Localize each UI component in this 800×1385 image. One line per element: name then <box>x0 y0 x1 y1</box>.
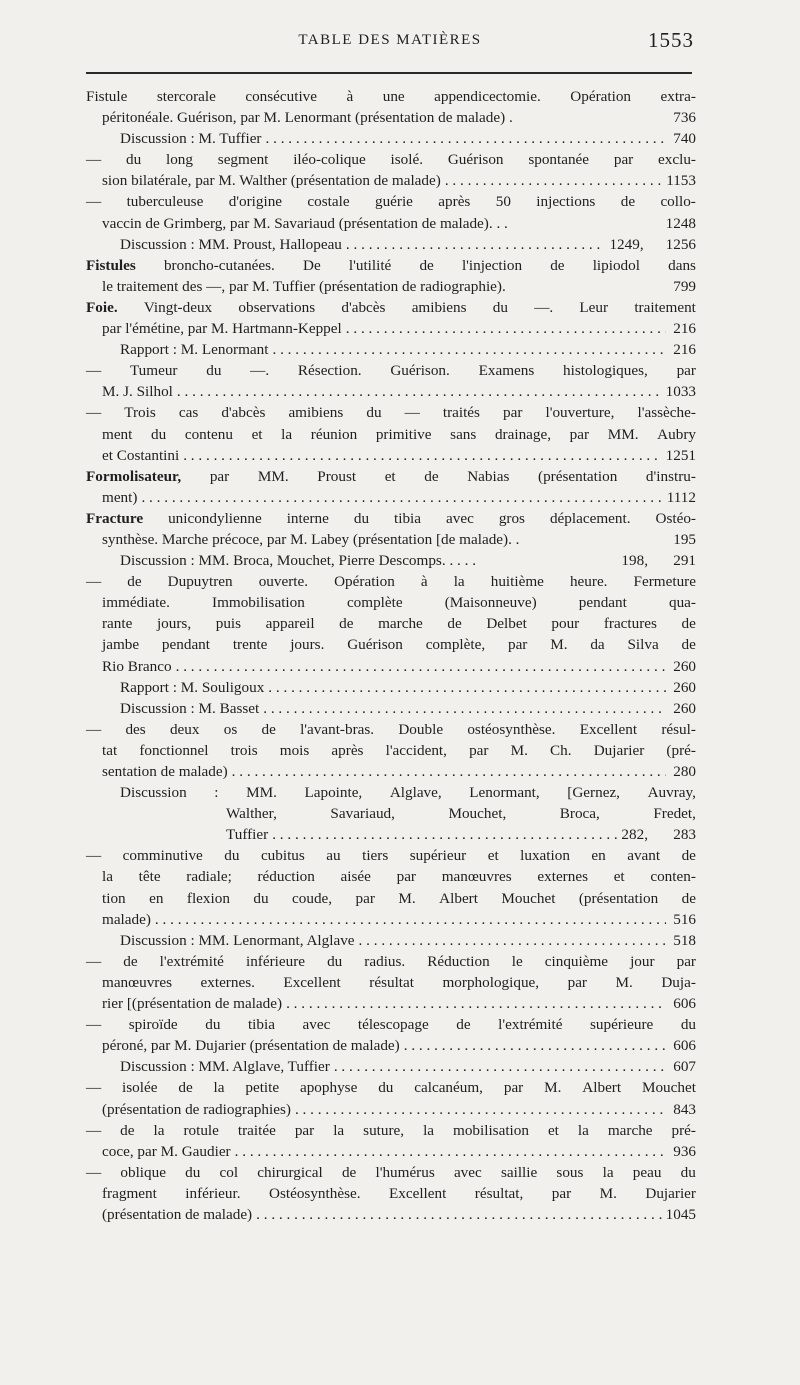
page-ref: 216 <box>673 341 696 359</box>
index-line <box>86 719 696 740</box>
page-refs <box>609 234 696 255</box>
header-rule <box>86 72 692 74</box>
index-line <box>86 1077 696 1098</box>
index-line <box>86 487 696 508</box>
dot-leader <box>286 993 666 1014</box>
index-line <box>86 360 696 381</box>
page-refs <box>666 381 696 402</box>
page-refs <box>670 909 696 930</box>
page-ref: 260 <box>673 657 696 675</box>
dot-leader <box>176 656 666 677</box>
page-ref: 283 <box>673 826 696 844</box>
index-line-text: péritonéale. Guérison, par M. Lenormant (présentation de malade) . <box>102 109 513 127</box>
index-line <box>86 951 696 972</box>
index-line <box>86 1141 696 1162</box>
index-line-text: — de Dupuytren ouverte. Opération à la huitième heure. Fermeture <box>86 573 696 591</box>
page-ref: 282, <box>621 826 648 844</box>
page-ref: 260 <box>673 699 696 717</box>
index-line-text: malade) <box>102 910 151 928</box>
index-line <box>86 508 696 529</box>
dot-leader <box>141 487 662 508</box>
page-refs <box>621 824 696 845</box>
page-refs <box>670 761 696 782</box>
index-line-text: jambe pendant trente jours. Guérison complète, par M. da Silva de <box>102 636 696 654</box>
page-refs <box>670 529 696 550</box>
dot-leader <box>263 698 666 719</box>
page-refs <box>667 487 696 508</box>
page-ref: 216 <box>673 320 696 338</box>
index-line-text: synthèse. Marche précoce, par M. Labey (présentation [de malade). . <box>102 530 520 548</box>
index-line <box>86 255 696 276</box>
page-ref: 740 <box>673 130 696 148</box>
index-line <box>86 1120 696 1141</box>
index-line <box>86 276 696 297</box>
index-line <box>86 1014 696 1035</box>
index-line <box>86 634 696 655</box>
index-line <box>86 234 696 255</box>
index-line-text: Discussion : M. Tuffier <box>120 130 262 148</box>
page-refs <box>670 107 696 128</box>
index-line <box>86 571 696 592</box>
page-refs <box>670 276 696 297</box>
page-ref: 516 <box>673 910 696 928</box>
page-ref: 1248 <box>665 214 696 232</box>
dot-leader <box>266 128 667 149</box>
index-line-text: tion en flexion du coude, par M. Albert Mouchet (présentation de <box>102 889 696 907</box>
index-line-text: Discussion : MM. Lapointe, Alglave, Lenormant, [Gernez, Auvray, <box>120 784 696 802</box>
page-refs <box>666 213 696 234</box>
index-line <box>86 402 696 423</box>
dot-leader <box>272 339 666 360</box>
index-line <box>86 656 696 677</box>
index-line-text: — comminutive du cubitus au tiers supérieur et luxation en avant de <box>86 847 696 865</box>
page-ref: 260 <box>673 678 696 696</box>
page-refs <box>670 318 696 339</box>
page-ref: 843 <box>673 1100 696 1118</box>
index-line-text: vaccin de Grimberg, par M. Savariaud (présentation de malade). . . <box>102 214 508 232</box>
dot-leader <box>232 761 666 782</box>
page-refs <box>670 1035 696 1056</box>
index-line-text: — du long segment iléo-colique isolé. Guérison spontanée par exclu- <box>86 151 696 169</box>
page-refs <box>666 170 696 191</box>
index-line-text: — oblique du col chirurgical de l'humérus avec saillie sous la peau du <box>86 1163 696 1181</box>
index-line-text: Discussion : MM. Lenormant, Alglave <box>120 931 355 949</box>
index-line <box>86 445 696 466</box>
page-ref: 518 <box>673 931 696 949</box>
page-refs <box>670 128 696 149</box>
index-line <box>86 1099 696 1120</box>
page-refs <box>621 550 696 571</box>
index-line <box>86 466 696 487</box>
index-line <box>86 1204 696 1225</box>
index-entries <box>86 86 696 1225</box>
page-ref: 198, <box>621 552 648 570</box>
page-ref: 1045 <box>665 1205 696 1223</box>
index-line <box>86 86 696 107</box>
index-line-text: (présentation de radiographies) <box>102 1100 291 1118</box>
dot-leader <box>346 318 666 339</box>
index-line-text: et Costantini <box>102 446 180 464</box>
index-line-text: — Trois cas d'abcès amibiens du — traités par l'ouverture, l'assèche- <box>86 404 696 422</box>
index-line-text: manœuvres externes. Excellent résultat morphologique, par M. Duja- <box>102 973 696 991</box>
page-refs <box>666 1204 696 1225</box>
page-refs <box>666 445 696 466</box>
index-line-text: — tuberculeuse d'origine costale guérie après 50 injections de collo- <box>86 193 696 211</box>
index-line <box>86 677 696 698</box>
page-ref: 607 <box>673 1058 696 1076</box>
dot-leader <box>256 1204 662 1225</box>
index-line-text: rier [(présentation de malade) <box>102 995 283 1013</box>
page-refs <box>670 993 696 1014</box>
index-line-text: ment du contenu et la réunion primitive sans drainage, par MM. Aubry <box>102 425 696 443</box>
index-line <box>86 149 696 170</box>
page-refs <box>670 1141 696 1162</box>
index-line-text: immédiate. Immobilisation complète (Maisonneuve) pendant qua- <box>102 594 696 612</box>
dot-leader <box>155 909 666 930</box>
dot-leader <box>346 234 606 255</box>
index-line-text: Discussion : MM. Alglave, Tuffier <box>120 1058 330 1076</box>
index-line <box>86 782 696 803</box>
index-line-text: Fistule stercorale consécutive à une appendicectomie. Opération extra- <box>86 88 696 105</box>
index-line <box>86 888 696 909</box>
index-line-text: Formolisateur, par MM. Proust et de Nabias (présentation d'instru- <box>86 467 696 485</box>
index-line-text: Discussion : MM. Proust, Hallopeau <box>120 235 342 253</box>
index-line-text: (présentation de malade) <box>102 1205 253 1223</box>
page-ref: 736 <box>673 109 696 127</box>
page-ref: 1256 <box>665 235 696 253</box>
index-line <box>86 297 696 318</box>
index-line-text: fragment inférieur. Ostéosynthèse. Excellent résultat, par M. Dujarier <box>102 1184 696 1202</box>
page-header <box>86 28 694 58</box>
page-ref: 1033 <box>665 383 696 401</box>
dot-leader <box>404 1035 666 1056</box>
index-line-text: la tête radiale; réduction aisée par manœuvres externes et conten- <box>102 868 696 886</box>
page-refs <box>670 698 696 719</box>
page-ref: 291 <box>673 552 696 570</box>
index-line <box>86 191 696 212</box>
index-line <box>86 128 696 149</box>
index-line <box>86 698 696 719</box>
index-line <box>86 529 696 550</box>
dot-leader <box>183 445 661 466</box>
index-line-text: Fistules broncho-cutanées. De l'utilité de l'injection de lipiodol dans <box>86 256 696 274</box>
dot-leader <box>359 930 666 951</box>
index-line-text: — de la rotule traitée par la suture, la mobilisation et la marche pré- <box>86 1121 696 1139</box>
index-line <box>86 993 696 1014</box>
index-line-text: — Tumeur du —. Résection. Guérison. Examens histologiques, par <box>86 362 696 380</box>
page-refs <box>670 1099 696 1120</box>
index-line <box>86 613 696 634</box>
index-line <box>86 1056 696 1077</box>
index-line <box>86 592 696 613</box>
index-line <box>86 824 696 845</box>
index-line-text: Rio Branco <box>102 657 172 675</box>
index-line-text: Foie. Vingt-deux observations d'abcès amibiens du —. Leur traitement <box>86 298 696 316</box>
index-line-text: coce, par M. Gaudier <box>102 1142 231 1160</box>
index-line-text: sion bilatérale, par M. Walther (présentation de malade) <box>102 172 441 190</box>
page-ref: 606 <box>673 1037 696 1055</box>
index-line <box>86 866 696 887</box>
page-refs <box>670 656 696 677</box>
index-line <box>86 381 696 402</box>
index-line <box>86 1035 696 1056</box>
page-ref: 606 <box>673 995 696 1013</box>
page-refs <box>670 930 696 951</box>
index-line-text: le traitement des —, par M. Tuffier (présentation de radiographie). <box>102 277 506 295</box>
index-line-text: — isolée de la petite apophyse du calcanéum, par M. Albert Mouchet <box>86 1079 696 1097</box>
index-line <box>86 803 696 824</box>
page-ref: 936 <box>673 1142 696 1160</box>
page-ref: 799 <box>673 277 696 295</box>
index-line <box>86 909 696 930</box>
index-line-text: — des deux os de l'avant-bras. Double ostéosynthèse. Excellent résul- <box>86 720 696 738</box>
index-line-text: Rapport : M. Souligoux <box>120 678 265 696</box>
index-line-text: péroné, par M. Dujarier (présentation de malade) <box>102 1037 400 1055</box>
page-ref: 1251 <box>665 446 696 464</box>
index-line <box>86 740 696 761</box>
index-line <box>86 1183 696 1204</box>
page-refs <box>670 339 696 360</box>
page-ref: 1153 <box>666 172 696 190</box>
dot-leader <box>268 677 666 698</box>
index-line <box>86 1162 696 1183</box>
index-line-text: Fracture unicondylienne interne du tibia avec gros déplacement. Ostéo- <box>86 509 696 527</box>
index-line-text: ment) <box>102 488 138 506</box>
index-line-text: tat fonctionnel trois mois après l'accident, par M. Ch. Dujarier (pré- <box>102 741 696 759</box>
page-ref: 1249, <box>609 235 644 253</box>
index-line <box>86 550 696 571</box>
index-line <box>86 318 696 339</box>
index-line-text: Rapport : M. Lenormant <box>120 341 269 359</box>
index-line-text: sentation de malade) <box>102 763 228 780</box>
index-line <box>86 339 696 360</box>
index-line-text: par l'émétine, par M. Hartmann-Keppel <box>102 320 342 338</box>
dot-leader <box>295 1099 666 1120</box>
page-number: 1553 <box>648 28 694 52</box>
index-line <box>86 972 696 993</box>
page-refs <box>670 1056 696 1077</box>
index-line <box>86 213 696 234</box>
index-line-text: Discussion : MM. Broca, Mouchet, Pierre Descomps. . . . . <box>120 552 477 570</box>
index-line-text: Walther, Savariaud, Mouchet, Broca, Fredet, <box>226 805 696 823</box>
running-title: TABLE DES MATIÈRES <box>298 32 482 48</box>
index-line <box>86 107 696 128</box>
dot-leader <box>235 1141 666 1162</box>
index-line <box>86 761 696 782</box>
index-line <box>86 424 696 445</box>
index-line-text: rante jours, puis appareil de marche de Delbet pour fractures de <box>102 615 696 633</box>
index-line-text: Tuffier <box>226 826 269 844</box>
dot-leader <box>272 824 617 845</box>
index-line <box>86 845 696 866</box>
page-ref: 280 <box>673 763 696 780</box>
index-line <box>86 930 696 951</box>
index-line-text: Discussion : M. Basset <box>120 699 260 717</box>
dot-leader <box>334 1056 666 1077</box>
page-ref: 1112 <box>666 488 696 506</box>
page-ref: 195 <box>673 530 696 548</box>
dot-leader <box>445 170 662 191</box>
page-refs <box>670 677 696 698</box>
index-line <box>86 170 696 191</box>
index-line-text: — spiroïde du tibia avec télescopage de l'extrémité supérieure du <box>86 1016 696 1034</box>
index-line-text: M. J. Silhol <box>102 383 173 401</box>
index-line-text: — de l'extrémité inférieure du radius. Réduction le cinquième jour par <box>86 952 696 970</box>
dot-leader <box>177 381 662 402</box>
